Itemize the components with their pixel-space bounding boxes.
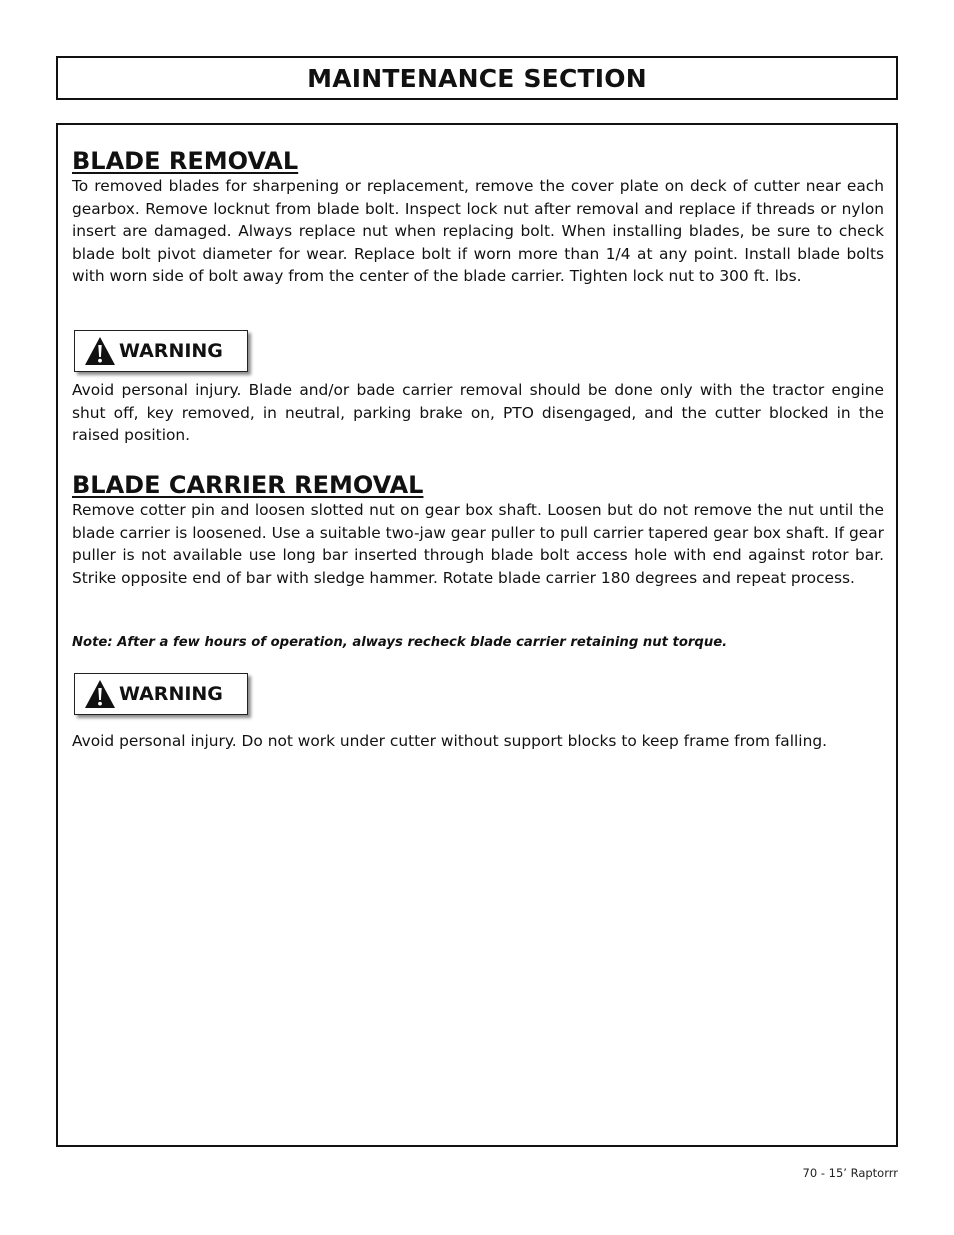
blade-removal-section xyxy=(72,147,884,288)
warning-badge xyxy=(74,330,248,372)
section-title: MAINTENANCE SECTION xyxy=(307,63,647,93)
note-block xyxy=(72,634,884,652)
warning-label: WARNING xyxy=(119,340,223,362)
warning-text-block xyxy=(72,379,884,447)
warning-text: Avoid personal injury. Blade and/or bade carrier removal should be done only with the tractor engine shut off, key removed, in neutral, parking brake on, PTO disengaged, and the cutter blocked in the raised position. xyxy=(72,381,884,444)
content-panel xyxy=(56,123,898,1147)
blade-carrier-removal-section xyxy=(72,471,884,589)
warning-label: WARNING xyxy=(119,683,223,705)
blade-removal-heading: BLADE REMOVAL xyxy=(72,147,299,175)
blade-carrier-removal-text: Remove cotter pin and loosen slotted nut on gear box shaft. Loosen but do not remove the nut until the blade carrier is loosened. Use a suitable two-jaw gear puller to pull carrier tapered gear box shaft. If gear puller is not available use long bar inserted through blade bolt access hole with end against rotor bar. Strike opposite end of bar with sledge hammer. Rotate blade carrier 180 degrees and repeat process. xyxy=(72,501,884,587)
warning-triangle-icon xyxy=(84,678,116,710)
warning-text: Avoid personal injury. Do not work under cutter without support blocks to keep frame from falling. xyxy=(72,732,827,750)
torque-note: Note: After a few hours of operation, always recheck blade carrier retaining nut torque. xyxy=(72,635,728,650)
blade-carrier-removal-heading: BLADE CARRIER REMOVAL xyxy=(72,471,424,499)
warning-triangle-icon xyxy=(84,335,116,367)
warning-text-block xyxy=(72,730,884,753)
blade-removal-text: To removed blades for sharpening or replacement, remove the cover plate on deck of cutter near each gearbox. Remove locknut from blade bolt. Inspect lock nut after removal and replace if threads or nylon insert are damaged. Always replace nut when replacing bolt. When installing blades, be sure to check blade bolt pivot diameter for wear. Replace bolt if worn more than 1/4 at any point. Install blade bolts with worn side of bolt away from the center of the blade carrier. Tighten lock nut to 300 ft. lbs. xyxy=(72,177,884,285)
section-header xyxy=(56,56,898,100)
page-footer: 70 - 15’ Raptorrr xyxy=(802,1166,898,1180)
warning-badge xyxy=(74,673,248,715)
